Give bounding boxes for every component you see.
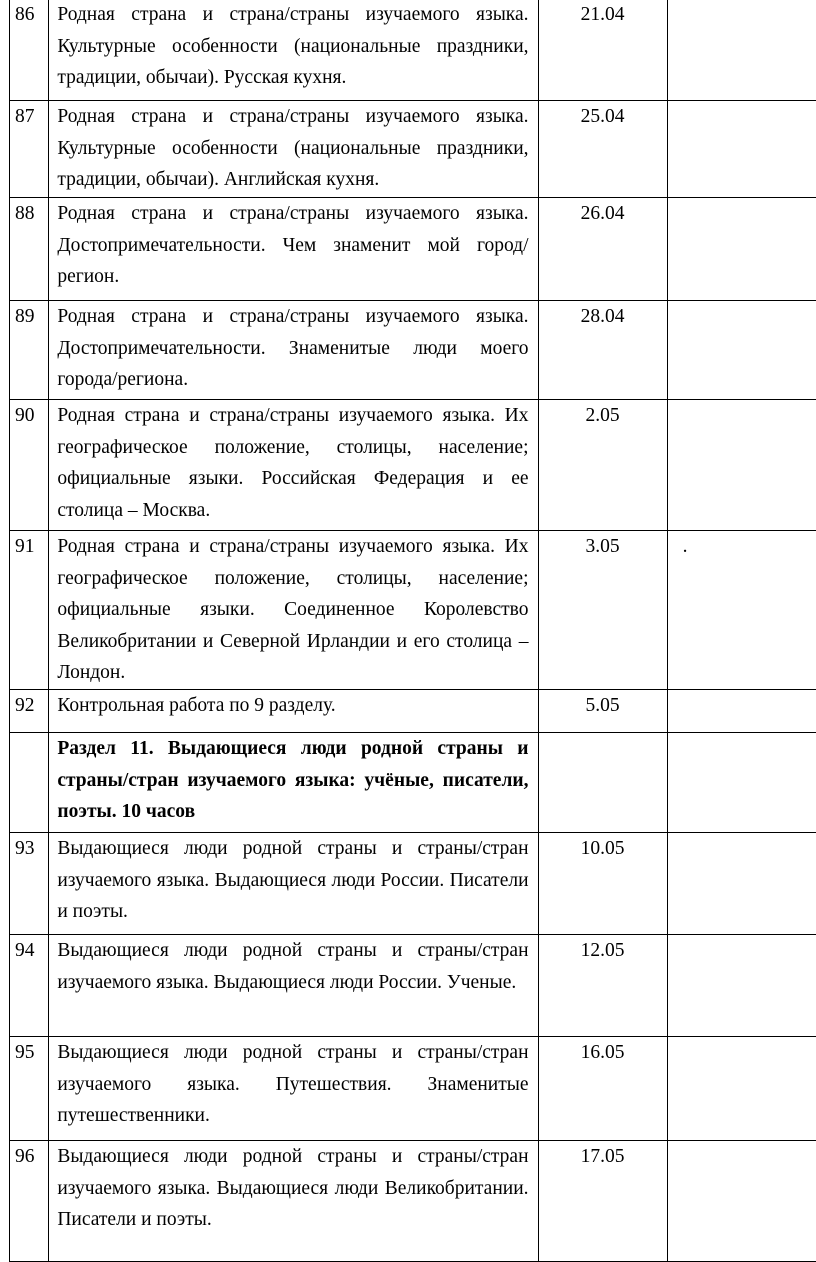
lesson-note [667,198,816,301]
lesson-note [667,101,816,198]
lesson-date: 2.05 [538,400,667,531]
lesson-plan-body [10,0,816,1262]
section-header-row [10,733,816,833]
lesson-topic: Выдающиеся люди родной страны и страны/стран изучаемого языка. Выдающиеся люди России. Ученые. [49,935,538,1037]
lesson-date: 28.04 [538,301,667,400]
table-row [10,0,816,101]
lesson-note [667,833,816,935]
lesson-date: 12.05 [538,935,667,1037]
lesson-number: 92 [10,690,49,733]
lesson-date: 26.04 [538,198,667,301]
table-row [10,690,816,733]
table-row [10,935,816,1037]
table-row [10,301,816,400]
lesson-note [667,400,816,531]
lesson-topic: Родная страна и страна/страны изучаемого языка. Культурные особенности (национальные праздники, традиции, обычаи). Русская кухня. [49,0,538,101]
lesson-topic: Выдающиеся люди родной страны и страны/стран изучаемого языка. Путешествия. Знаменитые путешественники. [49,1037,538,1141]
lesson-number: 93 [10,833,49,935]
lesson-note [667,1141,816,1262]
lesson-date: 25.04 [538,101,667,198]
table-row [10,101,816,198]
lesson-note [667,0,816,101]
lesson-date: 10.05 [538,833,667,935]
lesson-note: . [667,531,816,690]
lesson-number: 96 [10,1141,49,1262]
lesson-topic: Родная страна и страна/страны изучаемого языка. Достопримечательности. Чем знаменит мой город/регион. [49,198,538,301]
lesson-note [667,301,816,400]
lesson-date: 17.05 [538,1141,667,1262]
lesson-date: 3.05 [538,531,667,690]
table-row [10,198,816,301]
lesson-date: 5.05 [538,690,667,733]
lesson-topic: Родная страна и страна/страны изучаемого языка. Их географическое положение, столицы, население; официальные языки. Соединенное Королевство Великобритании и Северной Ирландии и его столица – Лондон. [49,531,538,690]
lesson-topic: Родная страна и страна/страны изучаемого языка. Их географическое положение, столицы, население; официальные языки. Российская Федерация и ее столица – Москва. [49,400,538,531]
lesson-topic: Родная страна и страна/страны изучаемого языка. Достопримечательности. Знаменитые люди моего города/региона. [49,301,538,400]
lesson-note [667,1037,816,1141]
lesson-date: 16.05 [538,1037,667,1141]
lesson-number: 86 [10,0,49,101]
table-row [10,1037,816,1141]
lesson-number: 94 [10,935,49,1037]
lesson-number: 88 [10,198,49,301]
lesson-note [667,733,816,833]
lesson-note [667,690,816,733]
table-row [10,833,816,935]
lesson-number: 91 [10,531,49,690]
lesson-number: 90 [10,400,49,531]
table-row [10,1141,816,1262]
section-title: Раздел 11. Выдающиеся люди родной страны и страны/стран изучаемого языка: учёные, писатели, поэты. 10 часов [49,733,538,833]
table-row [10,531,816,690]
lesson-topic: Родная страна и страна/страны изучаемого языка. Культурные особенности (национальные праздники, традиции, обычаи). Английская кухня. [49,101,538,198]
lesson-number: 87 [10,101,49,198]
lesson-topic: Выдающиеся люди родной страны и страны/стран изучаемого языка. Выдающиеся люди России. Писатели и поэты. [49,833,538,935]
lesson-topic: Контрольная работа по 9 разделу. [49,690,538,733]
lesson-date: 21.04 [538,0,667,101]
lesson-plan-table [9,0,816,1262]
lesson-number: 95 [10,1037,49,1141]
lesson-number: 89 [10,301,49,400]
lesson-topic: Выдающиеся люди родной страны и страны/стран изучаемого языка. Выдающиеся люди Великобритании. Писатели и поэты. [49,1141,538,1262]
lesson-number [10,733,49,833]
lesson-date [538,733,667,833]
table-row [10,400,816,531]
lesson-note [667,935,816,1037]
